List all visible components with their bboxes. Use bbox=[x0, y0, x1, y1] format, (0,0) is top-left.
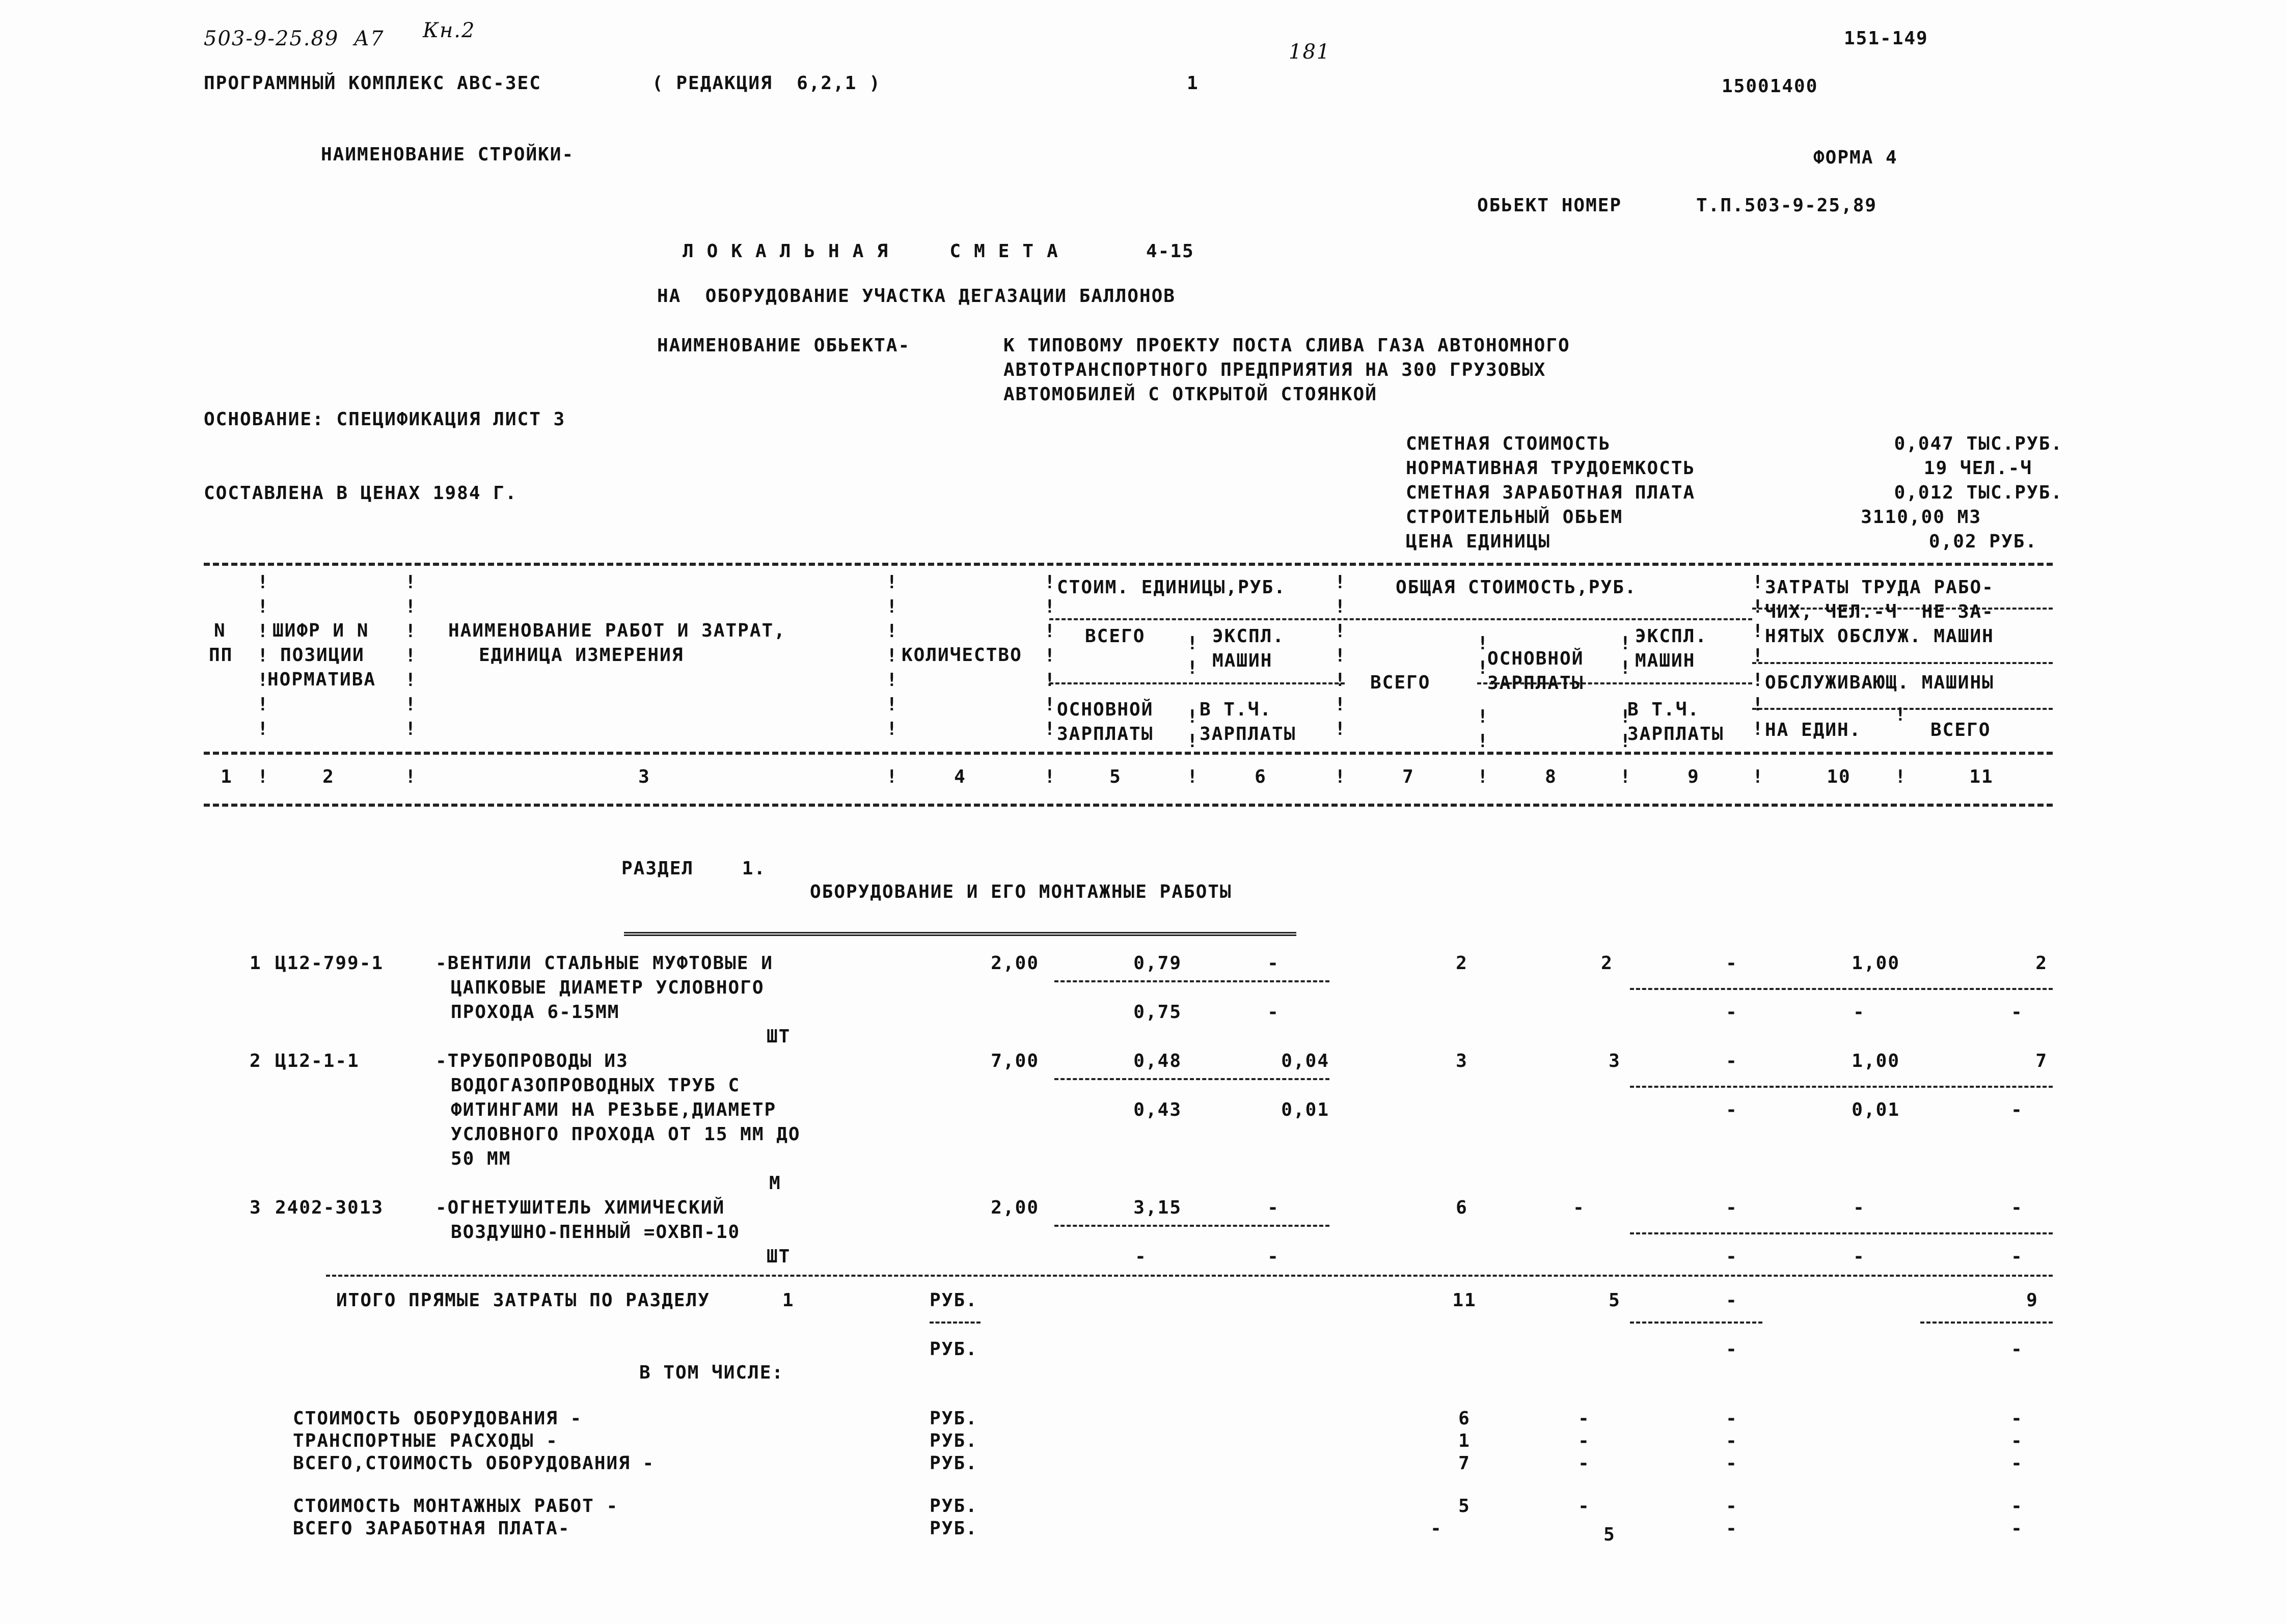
row-labor-total-service: - bbox=[2011, 1246, 2023, 1267]
program-name: ПРОГРАММНЫЙ КОМПЛЕКС АВС-3ЕС bbox=[204, 73, 541, 94]
document-code: 15001400 bbox=[1722, 76, 1818, 97]
object-name-line-1: К ТИПОВОМУ ПРОЕКТУ ПОСТА СЛИВА ГАЗА АВТОНОМНОГО bbox=[1003, 335, 1570, 356]
breakdown-unit: РУБ. bbox=[930, 1430, 978, 1451]
col6b-header: В Т.Ч. bbox=[1200, 699, 1272, 720]
col8-header: ЗАРПЛАТЫ bbox=[1487, 673, 1584, 694]
sheet-number: 1 bbox=[1187, 73, 1199, 94]
row-total: 2 bbox=[1456, 953, 1468, 974]
breakdown-wage: - bbox=[1578, 1430, 1590, 1451]
col-sep: ! bbox=[1187, 766, 1199, 787]
row-labor-unit: 1,00 bbox=[1852, 953, 1900, 974]
breakdown-labor: - bbox=[2011, 1518, 2023, 1539]
row-labor-unit-service: - bbox=[1853, 1246, 1865, 1267]
cell-rule bbox=[1630, 1086, 2053, 1088]
row-labor-unit: - bbox=[1853, 1197, 1865, 1218]
summary-value: 0,012 ТЫС.РУБ. bbox=[1894, 482, 2063, 503]
col-number: 10 bbox=[1827, 766, 1851, 787]
row-total-wage: - bbox=[1573, 1197, 1585, 1218]
cell-rule bbox=[1054, 980, 1329, 982]
summary-value: 0,047 ТЫС.РУБ. bbox=[1894, 433, 2063, 454]
col-sep: ! ! ! ! bbox=[1187, 633, 1199, 752]
book-number: Кн.2 bbox=[423, 19, 476, 42]
col2-header: ШИФР И N bbox=[273, 620, 369, 641]
col5b-header: ОСНОВНОЙ bbox=[1057, 699, 1154, 720]
col-sep: ! ! ! ! bbox=[1620, 633, 1632, 752]
direct-costs-unit-2: РУБ. bbox=[930, 1339, 978, 1360]
row-unit-cost: 0,48 bbox=[1133, 1051, 1182, 1071]
row-labor-total-service: - bbox=[2011, 1099, 2023, 1120]
row-labor-total: 2 bbox=[2035, 953, 2048, 974]
summary-label: ЦЕНА ЕДИНИЦЫ bbox=[1406, 531, 1551, 552]
breakdown-labor: - bbox=[2011, 1430, 2023, 1451]
summary-label: СТРОИТЕЛЬНЫЙ ОБЬЕМ bbox=[1406, 507, 1623, 528]
col-sep: ! ! ! ! ! ! ! bbox=[886, 572, 899, 739]
row-unit: ШТ bbox=[767, 1026, 791, 1047]
breakdown-label: ВСЕГО ЗАРАБОТНАЯ ПЛАТА- bbox=[293, 1518, 570, 1539]
basis: ОСНОВАНИЕ: СПЕЦИФИКАЦИЯ ЛИСТ 3 bbox=[204, 409, 566, 430]
col5-header: ВСЕГО bbox=[1085, 626, 1146, 647]
breakdown-wage: - bbox=[1578, 1408, 1590, 1429]
row-labor-unit-service: 0,01 bbox=[1852, 1099, 1900, 1120]
table-top-rule bbox=[204, 563, 2053, 566]
row-code: Ц12-799-1 bbox=[275, 953, 384, 974]
row-name: -ОГНЕТУШИТЕЛЬ ХИМИЧЕСКИЙ bbox=[436, 1197, 725, 1218]
col-sep: ! bbox=[1895, 704, 1907, 725]
col2-header: ПОЗИЦИИ bbox=[280, 645, 365, 666]
direct-costs-total: 11 bbox=[1452, 1290, 1477, 1311]
total-cost-header: ОБЩАЯ СТОИМОСТЬ,РУБ. bbox=[1396, 577, 1637, 598]
breakdown-unit: РУБ. bbox=[930, 1408, 978, 1429]
row-number: 1 bbox=[250, 953, 262, 974]
breakdown-total: 6 bbox=[1458, 1408, 1471, 1429]
row-total: 3 bbox=[1456, 1051, 1468, 1071]
row-unit-wage: 0,43 bbox=[1133, 1099, 1182, 1120]
row-machine-cost: - bbox=[1267, 1197, 1280, 1218]
estimate-number: 4-15 bbox=[1146, 241, 1194, 262]
breakdown-machine: - bbox=[1726, 1408, 1738, 1429]
estimate-subtitle: НА ОБОРУДОВАНИЕ УЧАСТКА ДЕГАЗАЦИИ БАЛЛОНОВ bbox=[657, 286, 1176, 307]
row-unit: М bbox=[769, 1173, 781, 1194]
row-total-machine-wage: - bbox=[1726, 1246, 1738, 1267]
col1-header: N bbox=[214, 620, 226, 641]
col-number: 6 bbox=[1255, 766, 1267, 787]
breakdown-total: 7 bbox=[1458, 1453, 1471, 1474]
col6-header: ЭКСПЛ. bbox=[1212, 626, 1285, 647]
section-rule bbox=[624, 932, 1296, 936]
summary-value: 19 ЧЕЛ.-Ч bbox=[1923, 458, 2032, 479]
direct-costs-unit: РУБ. bbox=[930, 1290, 978, 1311]
including-label: В ТОМ ЧИСЛЕ: bbox=[639, 1362, 784, 1383]
row-labor-unit: 1,00 bbox=[1852, 1051, 1900, 1071]
header-bottom-rule bbox=[204, 752, 2053, 755]
col-sep: ! bbox=[1895, 766, 1907, 787]
col5b-header: ЗАРПЛАТЫ bbox=[1057, 724, 1154, 745]
col2-header: НОРМАТИВА bbox=[267, 669, 376, 690]
section-name: ОБОРУДОВАНИЕ И ЕГО МОНТАЖНЫЕ РАБОТЫ bbox=[810, 882, 1232, 902]
direct-costs-labor-service: - bbox=[2011, 1339, 2023, 1360]
col7-header: ВСЕГО bbox=[1370, 672, 1431, 693]
cell-rule bbox=[1630, 1322, 1762, 1324]
breakdown-label: ТРАНСПОРТНЫЕ РАСХОДЫ - bbox=[293, 1430, 558, 1451]
col-sep: ! ! ! ! ! ! ! bbox=[257, 572, 269, 739]
row-qty: 2,00 bbox=[991, 1197, 1039, 1218]
col6-header: МАШИН bbox=[1212, 650, 1273, 671]
cell-rule bbox=[1630, 1232, 2053, 1234]
breakdown-total: - bbox=[1430, 1518, 1443, 1539]
cell-rule bbox=[1920, 1322, 2053, 1324]
col10-header: НА ЕДИН. bbox=[1765, 720, 1862, 740]
row-labor-total: 7 bbox=[2035, 1051, 2048, 1071]
row-name: -ТРУБОПРОВОДЫ ИЗ bbox=[436, 1051, 629, 1071]
col9-header: МАШИН bbox=[1635, 650, 1696, 671]
cell-rule bbox=[1630, 988, 2053, 990]
col-sep: ! bbox=[257, 766, 269, 787]
row-qty: 7,00 bbox=[991, 1051, 1039, 1071]
row-unit: ШТ bbox=[767, 1246, 791, 1267]
breakdown-labor: - bbox=[2011, 1408, 2023, 1429]
row-machine-cost: 0,04 bbox=[1281, 1051, 1329, 1071]
price-base: СОСТАВЛЕНА В ЦЕНАХ 1984 Г. bbox=[204, 483, 518, 504]
col-sep: ! ! ! ! ! ! ! bbox=[1044, 572, 1056, 739]
totals-top-rule bbox=[326, 1275, 2053, 1277]
row-machine-wage: - bbox=[1267, 1246, 1280, 1267]
row-total-machine: - bbox=[1726, 1051, 1738, 1071]
cell-rule bbox=[1054, 1078, 1329, 1080]
direct-costs-wage: 5 bbox=[1609, 1290, 1621, 1311]
row-machine-cost: - bbox=[1267, 953, 1280, 974]
row-total-machine: - bbox=[1726, 1197, 1738, 1218]
row-name: ВОЗДУШНО-ПЕННЫЙ =ОХВП-10 bbox=[451, 1222, 741, 1243]
row-code: 2402-3013 bbox=[275, 1197, 384, 1218]
col-number: 4 bbox=[954, 766, 966, 787]
breakdown-label: СТОИМОСТЬ ОБОРУДОВАНИЯ - bbox=[293, 1408, 583, 1429]
col-number: 8 bbox=[1545, 766, 1557, 787]
col-number: 3 bbox=[638, 766, 650, 787]
col-sep: ! bbox=[1620, 766, 1632, 787]
col3-header: ЕДИНИЦА ИЗМЕРЕНИЯ bbox=[479, 645, 684, 666]
direct-costs-labor: 9 bbox=[2026, 1290, 2038, 1311]
numbers-bottom-rule bbox=[204, 804, 2053, 807]
col-sep: ! bbox=[1477, 766, 1489, 787]
col-sep: ! ! ! ! bbox=[1477, 633, 1489, 752]
col-sep: ! bbox=[886, 766, 899, 787]
breakdown-label: ВСЕГО,СТОИМОСТЬ ОБОРУДОВАНИЯ - bbox=[293, 1453, 655, 1474]
breakdown-machine: - bbox=[1726, 1453, 1738, 1474]
breakdown-label: СТОИМОСТЬ МОНТАЖНЫХ РАБОТ - bbox=[293, 1496, 619, 1517]
labor-header: НЯТЫХ ОБСЛУЖ. МАШИН bbox=[1765, 626, 1994, 647]
estimate-title: ЛОКАЛЬНАЯ СМЕТА bbox=[683, 241, 1071, 262]
col-sep: ! bbox=[405, 766, 417, 787]
col-number: 9 bbox=[1688, 766, 1700, 787]
row-name: ПРОХОДА 6-15ММ bbox=[451, 1002, 620, 1023]
col10-service-header: ОБСЛУЖИВАЮЩ. МАШИНЫ bbox=[1765, 672, 1994, 693]
object-name-line-2: АВТОТРАНСПОРТНОГО ПРЕДПРИЯТИЯ НА 300 ГРУЗОВЫХ bbox=[1003, 360, 1546, 380]
row-labor-unit-service: - bbox=[1853, 1002, 1865, 1023]
col3-header: НАИМЕНОВАНИЕ РАБОТ И ЗАТРАТ, bbox=[448, 620, 786, 641]
breakdown-wage: 5 bbox=[1603, 1524, 1616, 1545]
row-name: ЦАПКОВЫЕ ДИАМЕТР УСЛОВНОГО bbox=[451, 977, 765, 998]
cell-rule bbox=[1054, 1225, 1329, 1227]
breakdown-unit: РУБ. bbox=[930, 1518, 978, 1539]
program-edition: ( РЕДАКЦИЯ 6,2,1 ) bbox=[652, 73, 881, 94]
row-number: 3 bbox=[250, 1197, 262, 1218]
row-total: 6 bbox=[1456, 1197, 1468, 1218]
row-number: 2 bbox=[250, 1051, 262, 1071]
col6b-header: ЗАРПЛАТЫ bbox=[1200, 724, 1296, 745]
col-number: 1 bbox=[221, 766, 233, 787]
row-total-wage: 3 bbox=[1609, 1051, 1621, 1071]
cell-rule bbox=[930, 1322, 981, 1324]
row-unit-wage: - bbox=[1135, 1246, 1147, 1267]
col-sep: ! bbox=[1752, 766, 1764, 787]
handwritten-page: 181 bbox=[1289, 40, 1331, 64]
row-name: ФИТИНГАМИ НА РЕЗЬБЕ,ДИАМЕТР bbox=[451, 1099, 777, 1120]
building-label: НАИМЕНОВАНИЕ СТРОЙКИ- bbox=[321, 144, 575, 165]
direct-costs-label: ИТОГО ПРЯМЫЕ ЗАТРАТЫ ПО РАЗДЕЛУ 1 bbox=[336, 1290, 795, 1311]
row-name: -ВЕНТИЛИ СТАЛЬНЫЕ МУФТОВЫЕ И bbox=[436, 953, 773, 974]
object-name-label: НАИМЕНОВАНИЕ ОБЬЕКТА- bbox=[657, 335, 911, 356]
summary-label: СМЕТНАЯ СТОИМОСТЬ bbox=[1406, 433, 1611, 454]
col-number: 2 bbox=[322, 766, 335, 787]
col11-header: ВСЕГО bbox=[1930, 720, 1991, 740]
page-number: 151-149 bbox=[1844, 28, 1928, 49]
breakdown-machine: - bbox=[1726, 1518, 1738, 1539]
unit-cost-header: СТОИМ. ЕДИНИЦЫ,РУБ. bbox=[1057, 577, 1286, 598]
breakdown-total: 1 bbox=[1458, 1430, 1471, 1451]
col-number: 7 bbox=[1402, 766, 1414, 787]
col-sep: ! ! ! ! ! ! ! bbox=[1752, 572, 1764, 739]
breakdown-unit: РУБ. bbox=[930, 1496, 978, 1517]
col-sep: ! bbox=[1335, 766, 1347, 787]
col9-header: ЭКСПЛ. bbox=[1635, 626, 1708, 647]
object-name-line-3: АВТОМОБИЛЕЙ С ОТКРЫТОЙ СТОЯНКОЙ bbox=[1003, 384, 1377, 405]
row-qty: 2,00 bbox=[991, 953, 1039, 974]
col9b-header: ЗАРПЛАТЫ bbox=[1627, 724, 1724, 745]
row-machine-wage: 0,01 bbox=[1281, 1099, 1329, 1120]
row-total-machine-wage: - bbox=[1726, 1099, 1738, 1120]
row-unit-cost: 0,79 bbox=[1133, 953, 1182, 974]
col4-header: КОЛИЧЕСТВО bbox=[902, 645, 1022, 666]
row-labor-total: - bbox=[2011, 1197, 2023, 1218]
labor-header: ЧИХ, ЧЕЛ.-Ч НЕ ЗА- bbox=[1765, 601, 1994, 622]
row-unit-cost: 3,15 bbox=[1133, 1197, 1182, 1218]
row-total-machine-wage: - bbox=[1726, 1002, 1738, 1023]
col8-header: ОСНОВНОЙ bbox=[1487, 648, 1584, 669]
object-number: Т.П.503-9-25,89 bbox=[1696, 195, 1877, 216]
breakdown-labor: - bbox=[2011, 1496, 2023, 1517]
summary-label: НОРМАТИВНАЯ ТРУДОЕМКОСТЬ bbox=[1406, 458, 1696, 479]
row-code: Ц12-1-1 bbox=[275, 1051, 360, 1071]
col9b-header: В Т.Ч. bbox=[1627, 699, 1700, 720]
row-total-wage: 2 bbox=[1601, 953, 1613, 974]
row-machine-wage: - bbox=[1267, 1002, 1280, 1023]
row-name: ВОДОГАЗОПРОВОДНЫХ ТРУБ С bbox=[451, 1075, 741, 1096]
col-sep: ! bbox=[1044, 766, 1056, 787]
direct-costs-machine: - bbox=[1726, 1290, 1738, 1311]
direct-costs-machine-wage: - bbox=[1726, 1339, 1738, 1360]
form-label: ФОРМА 4 bbox=[1813, 147, 1898, 168]
header-rule bbox=[1752, 662, 2053, 664]
summary-value: 0,02 РУБ. bbox=[1928, 531, 2037, 552]
row-unit-wage: 0,75 bbox=[1133, 1002, 1182, 1023]
section-label: РАЗДЕЛ 1. bbox=[621, 858, 767, 879]
breakdown-unit: РУБ. bbox=[930, 1453, 978, 1474]
row-name: 50 ММ bbox=[451, 1148, 511, 1169]
summary-value: 3110,00 М3 bbox=[1861, 507, 1981, 528]
object-number-label: ОБЬЕКТ НОМЕР bbox=[1477, 195, 1622, 216]
col-number: 11 bbox=[1969, 766, 1994, 787]
row-total-machine: - bbox=[1726, 953, 1738, 974]
header-rule bbox=[1049, 618, 1752, 620]
row-name: УСЛОВНОГО ПРОХОДА ОТ 15 ММ ДО bbox=[451, 1124, 801, 1145]
row-labor-total-service: - bbox=[2011, 1002, 2023, 1023]
col1-header: ПП bbox=[209, 645, 233, 666]
breakdown-labor: - bbox=[2011, 1453, 2023, 1474]
breakdown-wage: - bbox=[1578, 1453, 1590, 1474]
breakdown-total: 5 bbox=[1458, 1496, 1471, 1517]
col-sep: ! ! ! ! ! ! ! bbox=[1335, 572, 1347, 739]
breakdown-machine: - bbox=[1726, 1496, 1738, 1517]
col-sep: ! ! ! ! ! ! ! bbox=[405, 572, 417, 739]
labor-header: ЗАТРАТЫ ТРУДА РАБО- bbox=[1765, 577, 1994, 598]
doc-code: 503-9-25.89 А7 bbox=[204, 27, 385, 50]
col-number: 5 bbox=[1109, 766, 1122, 787]
breakdown-wage: - bbox=[1578, 1496, 1590, 1517]
summary-label: СМЕТНАЯ ЗАРАБОТНАЯ ПЛАТА bbox=[1406, 482, 1696, 503]
breakdown-machine: - bbox=[1726, 1430, 1738, 1451]
